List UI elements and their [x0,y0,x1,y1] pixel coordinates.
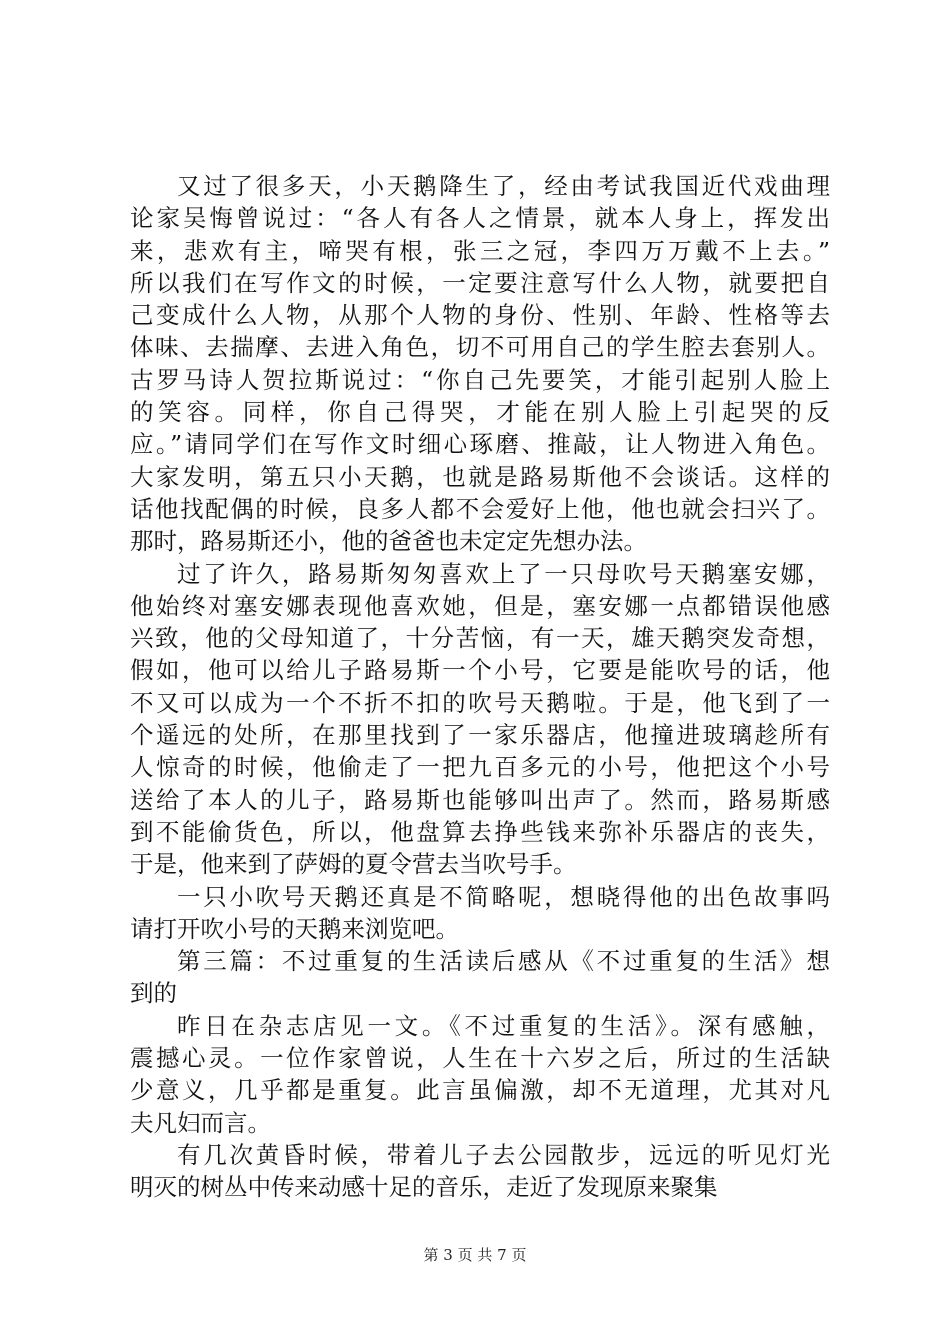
text-line: 震撼心灵。一位作家曾说，人生在十六岁之后，所过的生活缺 [130,1044,830,1073]
text-line: 假如，他可以给儿子路易斯一个小号，它要是能吹号的话，他 [130,656,830,685]
text-line: 论家吴悔曾说过：“各人有各人之情景，就本人身上，挥发出 [130,204,830,233]
text-line: 那时，路易斯还小，他的爸爸也未定定先想办法。 [130,527,647,556]
text-line: 大家发明，第五只小天鹅，也就是路易斯他不会谈话。这样的 [130,462,830,491]
text-line: 所以我们在写作文的时候，一定要注意写什么人物，就要把自 [130,268,830,297]
text-line: 人惊奇的时候，他偷走了一把九百多元的小号，他把这个小号 [130,753,830,782]
text-line: 个遥远的处所，在那里找到了一家乐器店，他撞进玻璃趁所有 [130,721,830,750]
text-line: 第三篇：不过重复的生活读后感从《不过重复的生活》想 [177,947,830,976]
text-line: 昨日在杂志店见一文。《不过重复的生活》。深有感触， [177,1011,830,1040]
text-line: 古罗马诗人贺拉斯说过：“你自己先要笑，才能引起别人脸上 [130,365,830,394]
text-line: 到不能偷货色，所以，他盘算去挣些钱来弥补乐器店的丧失， [130,817,830,846]
text-line: 明灭的树丛中传来动感十足的音乐，走近了发现原来聚集 [130,1173,718,1202]
text-line: 己变成什么人物，从那个人物的身份、性别、年龄、性格等去 [130,301,830,330]
text-line: 请打开吹小号的天鹅来浏览吧。 [130,914,459,943]
text-line: 话他找配偶的时候，良多人都不会爱好上他，他也就会扫兴了。 [130,494,830,523]
text-line: 他始终对塞安娜表现他喜欢她，但是，塞安娜一点都错误他感 [130,591,830,620]
page-number-footer: 第 3 页 共 7 页 [423,1246,527,1264]
text-line: 一只小吹号天鹅还真是不简略呢，想晓得他的出色故事吗 [177,882,830,911]
text-line: 送给了本人的儿子，路易斯也能够叫出声了。然而，路易斯感 [130,785,830,814]
body-text [130,170,830,1204]
text-line: 少意义，几乎都是重复。此言虽偏激，却不无道理，尤其对凡 [130,1076,830,1105]
text-line: 兴致，他的父母知道了，十分苦恼，有一天，雄天鹅突发奇想， [130,624,830,653]
text-line: 有几次黄昏时候，带着儿子去公园散步，远远的听见灯光 [177,1140,830,1169]
text-line: 于是，他来到了萨姆的夏令营去当吹号手。 [130,850,577,879]
text-line: 应。”请同学们在写作文时细心琢磨、推敲，让人物进入角色。 [130,430,830,459]
text-line: 不又可以成为一个不折不扣的吹号天鹅啦。于是，他飞到了一 [130,688,830,717]
text-line: 夫凡妇而言。 [130,1108,271,1137]
text-line: 又过了很多天，小天鹅降生了，经由考试我国近代戏曲理 [177,172,830,200]
text-line: 体味、去揣摩、去进入角色，切不可用自己的学生腔去套别人。 [130,333,830,362]
text-line: 的笑容。同样，你自己得哭，才能在别人脸上引起哭的反 [130,398,830,427]
text-line: 到的 [130,979,177,1008]
text-line: 过了许久，路易斯匆匆喜欢上了一只母吹号天鹅塞安娜， [177,559,830,588]
text-line: 来，悲欢有主，啼哭有根，张三之冠，李四万万戴不上去。” [130,236,830,265]
